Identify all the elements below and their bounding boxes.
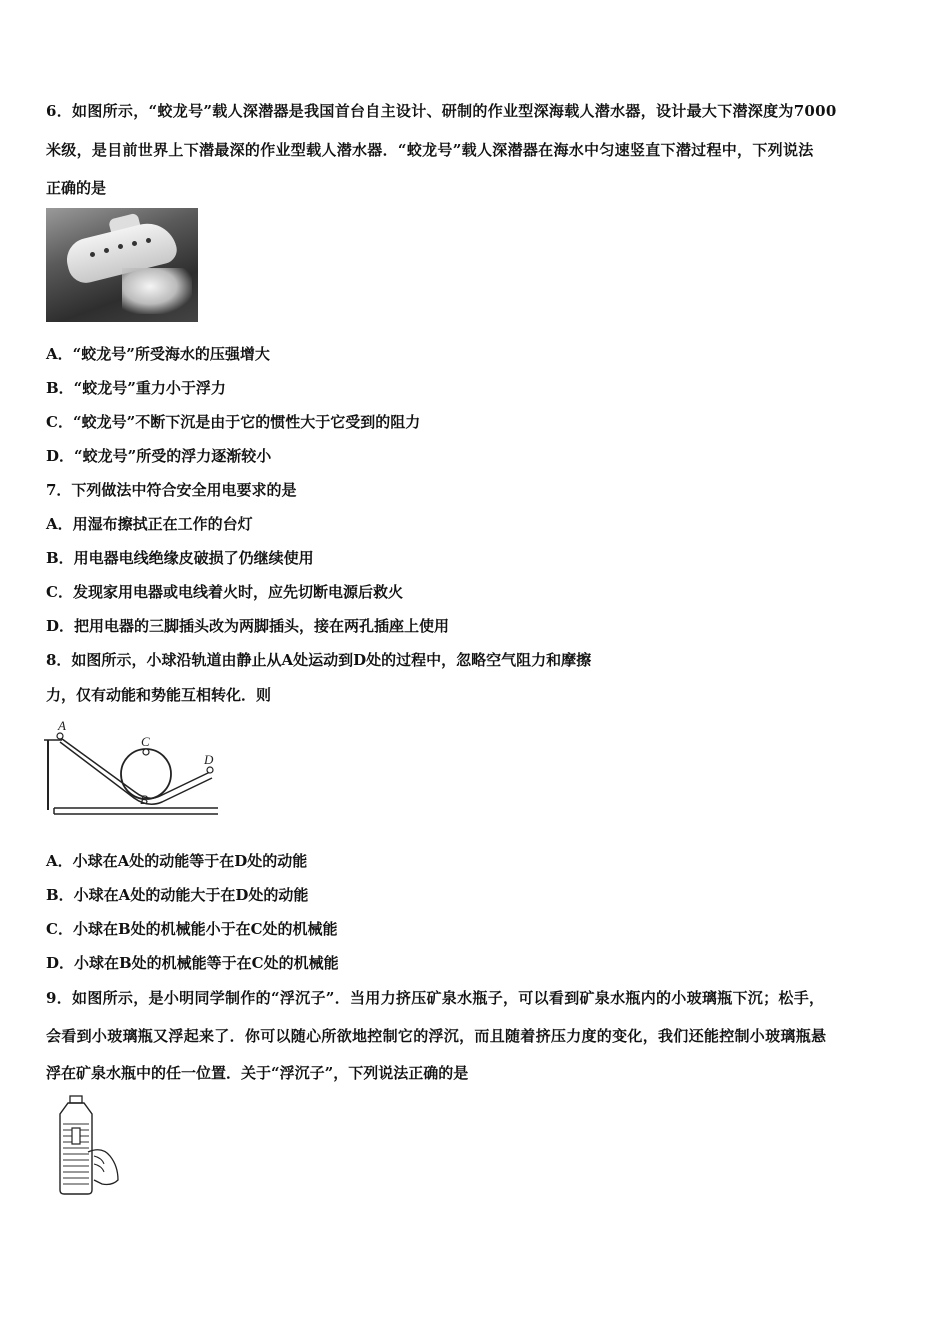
- track-upper-rail: [58, 736, 210, 798]
- q7-option-a: A．用湿布擦拭正在工作的台灯: [46, 515, 253, 533]
- bottle-cap: [70, 1096, 82, 1103]
- small-glass-vial: [72, 1128, 80, 1144]
- q6-stem-line2: 米级，是目前世界上下潜最深的作业型载人潜水器．“蛟龙号”载人深潜器在海水中匀速竖直下潜过程中，下列说法: [46, 141, 814, 159]
- submersible-photo: [46, 208, 198, 322]
- q7-option-d: D．把用电器的三脚插头改为两脚插头，接在两孔插座上使用: [46, 617, 450, 635]
- cartesian-diver-bottle: [52, 1094, 126, 1198]
- ball-at-a: [57, 733, 63, 739]
- q6-option-a: A．“蛟龙号”所受海水的压强增大: [46, 345, 270, 363]
- q6-stem-line3: 正确的是: [46, 179, 107, 197]
- q8-stem-line2: 力，仅有动能和势能互相转化．则: [46, 686, 272, 704]
- label-b: B: [140, 792, 148, 807]
- q8-option-b: B．小球在A处的动能大于在D处的动能: [46, 886, 309, 904]
- q9-stem-line2: 会看到小玻璃瓶又浮起来了．你可以随心所欲地控制它的浮沉，而且随着挤压力度的变化，我们还能控制小玻璃瓶悬: [46, 1027, 827, 1045]
- label-c: C: [141, 734, 150, 749]
- loop-track-diagram: [40, 712, 222, 822]
- water-splash: [122, 268, 192, 314]
- q8-option-c: C．小球在B处的机械能小于在C处的机械能: [46, 920, 338, 938]
- label-a: A: [58, 718, 66, 733]
- q6-option-b: B．“蛟龙号”重力小于浮力: [46, 379, 226, 397]
- hand-fingers: [94, 1156, 104, 1172]
- q7-stem: 7．下列做法中符合安全用电要求的是: [46, 481, 297, 499]
- q9-stem-line1: 9．如图所示，是小明同学制作的“浮沉子”．当用力挤压矿泉水瓶子，可以看到矿泉水瓶内的小玻璃瓶下沉；松手，: [46, 989, 825, 1007]
- q7-option-c: C．发现家用电器或电线着火时，应先切断电源后救火: [46, 583, 403, 601]
- q6-option-d: D．“蛟龙号”所受的浮力逐渐较小: [46, 447, 272, 465]
- q6-option-c: C．“蛟龙号”不断下沉是由于它的惯性大于它受到的阻力: [46, 413, 421, 431]
- q8-stem-line1: 8．如图所示，小球沿轨道由静止从A处运动到D处的过程中，忽略空气阻力和摩擦: [46, 651, 592, 669]
- q9-stem-line3: 浮在矿泉水瓶中的任一位置．关于“浮沉子”，下列说法正确的是: [46, 1064, 469, 1082]
- ball-at-c: [143, 749, 149, 755]
- q7-option-b: B．用电器电线绝缘皮破损了仍继续使用: [46, 549, 314, 567]
- ball-at-d: [207, 767, 213, 773]
- q6-stem-line1: 6．如图所示，“蛟龙号”载人深潜器是我国首台自主设计、研制的作业型深海载人潜水器，设计最大下潜深度为7000: [46, 102, 837, 120]
- q8-option-a: A．小球在A处的动能等于在D处的动能: [46, 852, 308, 870]
- label-d: D: [204, 752, 214, 767]
- q8-option-d: D．小球在B处的机械能等于在C处的机械能: [46, 954, 339, 972]
